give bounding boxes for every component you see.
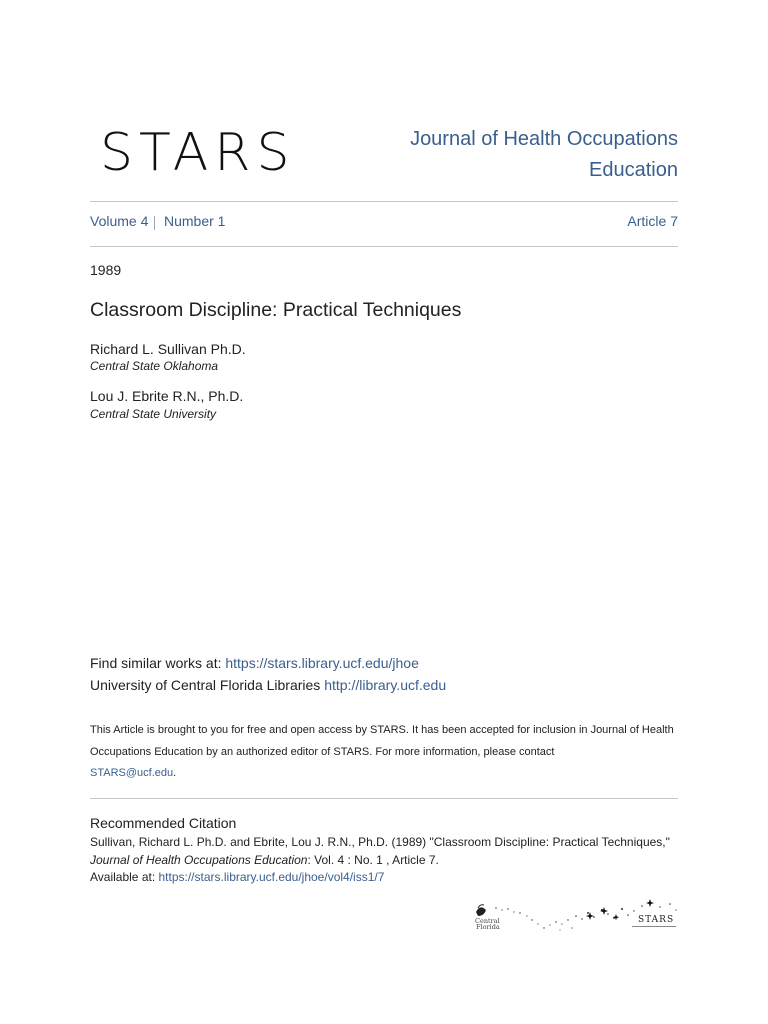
footer-logos bbox=[472, 898, 680, 934]
contact-email-link[interactable]: STARS@ucf.edu bbox=[90, 767, 174, 779]
author-name: Richard L. Sullivan Ph.D. bbox=[90, 341, 246, 357]
number-link[interactable]: Number 1 bbox=[164, 213, 226, 229]
find-similar-link[interactable]: https://stars.library.ucf.edu/jhoe bbox=[225, 655, 419, 671]
header-divider bbox=[90, 201, 678, 202]
issue-bar bbox=[90, 213, 678, 233]
journal-title-line2: Education bbox=[589, 159, 678, 181]
ucf-logo-line1: Central bbox=[475, 917, 500, 925]
citation-divider bbox=[90, 798, 678, 799]
stars-logo bbox=[98, 118, 358, 182]
journal-title-line1: Journal of Health Occupations bbox=[410, 128, 678, 150]
volume-link[interactable]: Volume 4 bbox=[90, 213, 149, 229]
svg-text:STARS: STARS bbox=[100, 123, 296, 182]
find-similar-line bbox=[90, 655, 419, 671]
journal-title[interactable] bbox=[380, 124, 678, 186]
libraries-line bbox=[90, 677, 446, 693]
citation-text-part1: Sullivan, Richard L. Ph.D. and Ebrite, Lou J. R.N., Ph.D. (1989) "Classroom Discipline: Practical Techniques," bbox=[90, 835, 670, 849]
footer-stars-subline bbox=[632, 926, 676, 927]
access-statement bbox=[90, 720, 680, 785]
citation-heading: Recommended Citation bbox=[90, 815, 237, 831]
author-name: Lou J. Ebrite R.N., Ph.D. bbox=[90, 388, 244, 404]
footer-stars-logo: STARS bbox=[638, 915, 675, 925]
find-similar-label: Find similar works at: bbox=[90, 655, 226, 671]
author-affiliation: Central State Oklahoma bbox=[90, 359, 219, 373]
publication-year: 1989 bbox=[90, 262, 122, 278]
libraries-link[interactable]: http://library.ucf.edu bbox=[324, 677, 447, 693]
article-title: Classroom Discipline: Practical Techniques bbox=[90, 299, 462, 321]
article-link[interactable]: Article 7 bbox=[627, 213, 678, 229]
available-label: Available at: bbox=[90, 870, 159, 884]
ucf-logo-line2: Florida bbox=[476, 923, 500, 931]
citation-journal: Journal of Health Occupations Education bbox=[90, 852, 308, 867]
access-end: . bbox=[173, 767, 177, 779]
issue-divider bbox=[90, 246, 678, 247]
ucf-pegasus-icon bbox=[476, 905, 486, 916]
author-affiliation: Central State University bbox=[90, 407, 217, 421]
citation-text-part2: : Vol. 4 : No. 1 , Article 7. bbox=[307, 852, 439, 867]
libraries-label: University of Central Florida Libraries bbox=[90, 677, 325, 693]
issue-separator bbox=[154, 216, 155, 230]
citation-body bbox=[90, 834, 680, 887]
available-link[interactable]: https://stars.library.ucf.edu/jhoe/vol4/iss1/7 bbox=[158, 870, 385, 884]
access-text: This Article is brought to you for free and open access by STARS. It has been accepted for inclusion in Journal of Health Occupations Education by an authorized editor of STARS. For more information, please contact bbox=[90, 724, 674, 758]
